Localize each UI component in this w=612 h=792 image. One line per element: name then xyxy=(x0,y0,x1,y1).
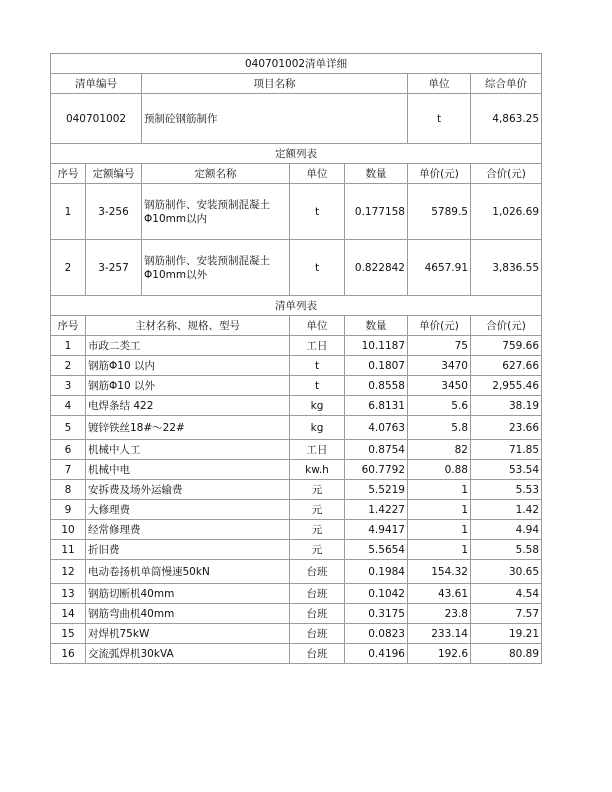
material-qty: 60.7792 xyxy=(345,460,408,480)
material-qty: 0.8558 xyxy=(345,376,408,396)
quota-col-total: 合价(元) xyxy=(471,164,542,184)
material-row xyxy=(51,416,542,440)
material-unit: 元 xyxy=(290,500,345,520)
material-price: 154.32 xyxy=(408,560,471,584)
material-qty: 5.5219 xyxy=(345,480,408,500)
material-qty: 0.3175 xyxy=(345,604,408,624)
material-name: 钢筋切断机40mm xyxy=(86,584,290,604)
material-row xyxy=(51,560,542,584)
material-name: 对焊机75kW xyxy=(86,624,290,644)
quota-col-code: 定额编号 xyxy=(86,164,142,184)
material-price: 1 xyxy=(408,480,471,500)
material-name: 电焊条结 422 xyxy=(86,396,290,416)
material-row xyxy=(51,500,542,520)
material-unit: 元 xyxy=(290,480,345,500)
quota-name: 钢筋制作、安装预制混凝土Φ10mm以内 xyxy=(142,184,290,240)
material-price: 192.6 xyxy=(408,644,471,664)
material-name: 钢筋Φ10 以外 xyxy=(86,376,290,396)
material-total: 7.57 xyxy=(471,604,542,624)
material-no: 3 xyxy=(51,376,86,396)
material-price: 1 xyxy=(408,500,471,520)
material-no: 16 xyxy=(51,644,86,664)
bill-detail-table xyxy=(50,53,542,664)
material-no: 9 xyxy=(51,500,86,520)
material-no: 6 xyxy=(51,440,86,460)
material-name: 交流弧焊机30kVA xyxy=(86,644,290,664)
material-price: 0.88 xyxy=(408,460,471,480)
materials-col-price: 单价(元) xyxy=(408,316,471,336)
material-total: 5.58 xyxy=(471,540,542,560)
material-row xyxy=(51,604,542,624)
material-name: 大修理费 xyxy=(86,500,290,520)
material-name: 机械中人工 xyxy=(86,440,290,460)
material-no: 15 xyxy=(51,624,86,644)
material-unit: t xyxy=(290,376,345,396)
quota-qty: 0.822842 xyxy=(345,240,408,296)
quota-col-unit: 单位 xyxy=(290,164,345,184)
quota-price: 5789.5 xyxy=(408,184,471,240)
material-row xyxy=(51,440,542,460)
material-no: 4 xyxy=(51,396,86,416)
material-no: 8 xyxy=(51,480,86,500)
material-row xyxy=(51,584,542,604)
item-code: 040701002 xyxy=(51,94,142,144)
material-qty: 6.8131 xyxy=(345,396,408,416)
material-total: 2,955.46 xyxy=(471,376,542,396)
materials-header-row xyxy=(51,316,542,336)
quota-row xyxy=(51,184,542,240)
material-price: 1 xyxy=(408,540,471,560)
material-unit: 台班 xyxy=(290,604,345,624)
material-no: 10 xyxy=(51,520,86,540)
material-row xyxy=(51,460,542,480)
quota-col-qty: 数量 xyxy=(345,164,408,184)
material-no: 7 xyxy=(51,460,86,480)
bill-header-row xyxy=(51,74,542,94)
item-price: 4,863.25 xyxy=(471,94,542,144)
material-qty: 0.1984 xyxy=(345,560,408,584)
material-qty: 1.4227 xyxy=(345,500,408,520)
material-row xyxy=(51,520,542,540)
material-total: 38.19 xyxy=(471,396,542,416)
material-unit: 工日 xyxy=(290,336,345,356)
table-title: 040701002清单详细 xyxy=(51,54,542,74)
material-qty: 0.8754 xyxy=(345,440,408,460)
col-header-unit: 单位 xyxy=(408,74,471,94)
quota-no: 2 xyxy=(51,240,86,296)
col-header-name: 项目名称 xyxy=(142,74,408,94)
material-total: 5.53 xyxy=(471,480,542,500)
materials-col-no: 序号 xyxy=(51,316,86,336)
material-name: 机械中电 xyxy=(86,460,290,480)
material-total: 19.21 xyxy=(471,624,542,644)
material-no: 11 xyxy=(51,540,86,560)
quota-header-row xyxy=(51,164,542,184)
material-unit: t xyxy=(290,356,345,376)
quota-name: 钢筋制作、安装预制混凝土Φ10mm以外 xyxy=(142,240,290,296)
material-total: 4.54 xyxy=(471,584,542,604)
material-qty: 0.4196 xyxy=(345,644,408,664)
material-qty: 10.1187 xyxy=(345,336,408,356)
material-price: 43.61 xyxy=(408,584,471,604)
item-unit: t xyxy=(408,94,471,144)
material-total: 627.66 xyxy=(471,356,542,376)
quota-row xyxy=(51,240,542,296)
material-unit: 元 xyxy=(290,540,345,560)
material-total: 759.66 xyxy=(471,336,542,356)
quota-unit: t xyxy=(290,184,345,240)
col-header-code: 清单编号 xyxy=(51,74,142,94)
material-qty: 0.1807 xyxy=(345,356,408,376)
material-no: 2 xyxy=(51,356,86,376)
material-qty: 4.0763 xyxy=(345,416,408,440)
material-price: 75 xyxy=(408,336,471,356)
quota-total: 1,026.69 xyxy=(471,184,542,240)
material-row xyxy=(51,624,542,644)
material-no: 5 xyxy=(51,416,86,440)
material-total: 71.85 xyxy=(471,440,542,460)
material-total: 23.66 xyxy=(471,416,542,440)
material-qty: 4.9417 xyxy=(345,520,408,540)
material-price: 1 xyxy=(408,520,471,540)
material-name: 安拆费及场外运输费 xyxy=(86,480,290,500)
material-price: 23.8 xyxy=(408,604,471,624)
material-qty: 0.0823 xyxy=(345,624,408,644)
materials-col-unit: 单位 xyxy=(290,316,345,336)
material-unit: 元 xyxy=(290,520,345,540)
material-no: 1 xyxy=(51,336,86,356)
material-row xyxy=(51,336,542,356)
bill-item-row xyxy=(51,94,542,144)
material-row xyxy=(51,644,542,664)
item-name: 预制砼钢筋制作 xyxy=(142,94,408,144)
material-total: 4.94 xyxy=(471,520,542,540)
material-total: 1.42 xyxy=(471,500,542,520)
material-no: 12 xyxy=(51,560,86,584)
quota-no: 1 xyxy=(51,184,86,240)
material-price: 5.8 xyxy=(408,416,471,440)
material-name: 钢筋弯曲机40mm xyxy=(86,604,290,624)
quota-col-no: 序号 xyxy=(51,164,86,184)
material-name: 电动卷扬机单筒慢速50kN xyxy=(86,560,290,584)
material-price: 3470 xyxy=(408,356,471,376)
material-qty: 5.5654 xyxy=(345,540,408,560)
quota-unit: t xyxy=(290,240,345,296)
quota-price: 4657.91 xyxy=(408,240,471,296)
quota-col-price: 单价(元) xyxy=(408,164,471,184)
material-unit: 台班 xyxy=(290,644,345,664)
material-unit: 台班 xyxy=(290,624,345,644)
material-total: 80.89 xyxy=(471,644,542,664)
material-unit: 工日 xyxy=(290,440,345,460)
material-row xyxy=(51,540,542,560)
material-row xyxy=(51,480,542,500)
materials-section-title: 清单列表 xyxy=(51,296,542,316)
material-total: 53.54 xyxy=(471,460,542,480)
material-name: 市政二类工 xyxy=(86,336,290,356)
col-header-price: 综合单价 xyxy=(471,74,542,94)
material-price: 82 xyxy=(408,440,471,460)
material-no: 13 xyxy=(51,584,86,604)
material-name: 经常修理费 xyxy=(86,520,290,540)
material-price: 5.6 xyxy=(408,396,471,416)
material-total: 30.65 xyxy=(471,560,542,584)
material-unit: kw.h xyxy=(290,460,345,480)
table-title-row xyxy=(51,54,542,74)
material-name: 折旧费 xyxy=(86,540,290,560)
quota-qty: 0.177158 xyxy=(345,184,408,240)
material-qty: 0.1042 xyxy=(345,584,408,604)
material-unit: kg xyxy=(290,396,345,416)
material-price: 3450 xyxy=(408,376,471,396)
quota-total: 3,836.55 xyxy=(471,240,542,296)
material-unit: kg xyxy=(290,416,345,440)
quota-code: 3-257 xyxy=(86,240,142,296)
material-row xyxy=(51,356,542,376)
quota-code: 3-256 xyxy=(86,184,142,240)
materials-col-total: 合价(元) xyxy=(471,316,542,336)
material-unit: 台班 xyxy=(290,584,345,604)
material-price: 233.14 xyxy=(408,624,471,644)
material-name: 镀锌铁丝18#～22# xyxy=(86,416,290,440)
quota-section-title: 定额列表 xyxy=(51,144,542,164)
material-row xyxy=(51,396,542,416)
materials-col-name: 主材名称、规格、型号 xyxy=(86,316,290,336)
quota-col-name: 定额名称 xyxy=(142,164,290,184)
material-name: 钢筋Φ10 以内 xyxy=(86,356,290,376)
quota-section-row xyxy=(51,144,542,164)
materials-section-row xyxy=(51,296,542,316)
material-row xyxy=(51,376,542,396)
materials-col-qty: 数量 xyxy=(345,316,408,336)
material-unit: 台班 xyxy=(290,560,345,584)
material-no: 14 xyxy=(51,604,86,624)
